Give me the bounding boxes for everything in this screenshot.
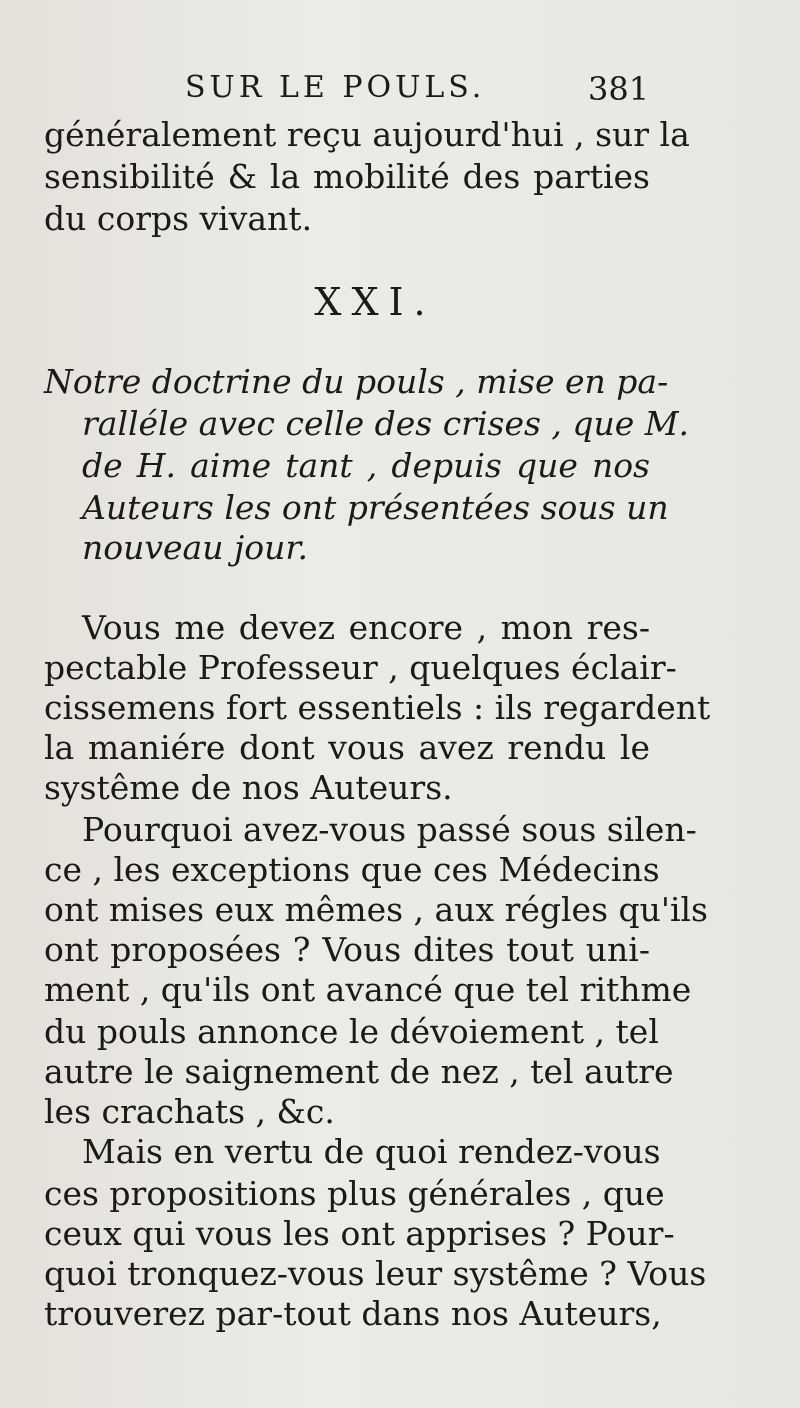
page-header: [0, 70, 800, 110]
summary-line: de H. aime tant , depuis que nos: [82, 446, 650, 485]
text-line: ment , qu'ils ont avancé que tel rithme: [44, 970, 692, 1009]
text-line: systême de nos Auteurs.: [44, 768, 453, 807]
text-line: Mais en vertu de quoi rendez-vous: [82, 1132, 661, 1171]
summary-line: Auteurs les ont présentées sous un: [82, 488, 669, 527]
text-line: sensibilité & la mobilité des parties: [44, 157, 650, 196]
text-line: ont proposées ? Vous dites tout uni-: [44, 930, 650, 969]
text-line: Vous me devez encore , mon res-: [82, 608, 650, 647]
text-line: ceux qui vous les ont apprises ? Pour-: [44, 1214, 675, 1253]
text-line: ont mises eux mêmes , aux régles qu'ils: [44, 890, 708, 929]
summary-line: nouveau jour.: [82, 528, 308, 567]
text-line: cissemens fort essentiels : ils regardent: [44, 688, 711, 727]
text-line: la maniére dont vous avez rendu le: [44, 728, 650, 767]
text-line: ces propositions plus générales , que: [44, 1174, 665, 1213]
text-line: pectable Professeur , quelques éclair-: [44, 648, 677, 687]
text-line: du corps vivant.: [44, 199, 313, 238]
running-title: SUR LE POULS.: [185, 70, 486, 105]
text-line: ce , les exceptions que ces Médecins: [44, 850, 660, 889]
section-number: XXI.: [314, 280, 436, 324]
text-line: quoi tronquez-vous leur systême ? Vous: [44, 1254, 707, 1293]
text-line: Pourquoi avez-vous passé sous silen-: [82, 810, 697, 849]
text-line: trouverez par-tout dans nos Auteurs,: [44, 1294, 662, 1333]
text-line: généralement reçu aujourd'hui , sur la: [44, 115, 690, 154]
page-number: 381: [588, 70, 650, 108]
text-line: du pouls annonce le dévoiement , tel: [44, 1012, 659, 1051]
summary-line: Notre doctrine du pouls , mise en pa-: [44, 362, 669, 401]
summary-line: ralléle avec celle des crises , que M.: [82, 404, 690, 443]
text-line: autre le saignement de nez , tel autre: [44, 1052, 674, 1091]
text-line: les crachats , &c.: [44, 1092, 335, 1131]
